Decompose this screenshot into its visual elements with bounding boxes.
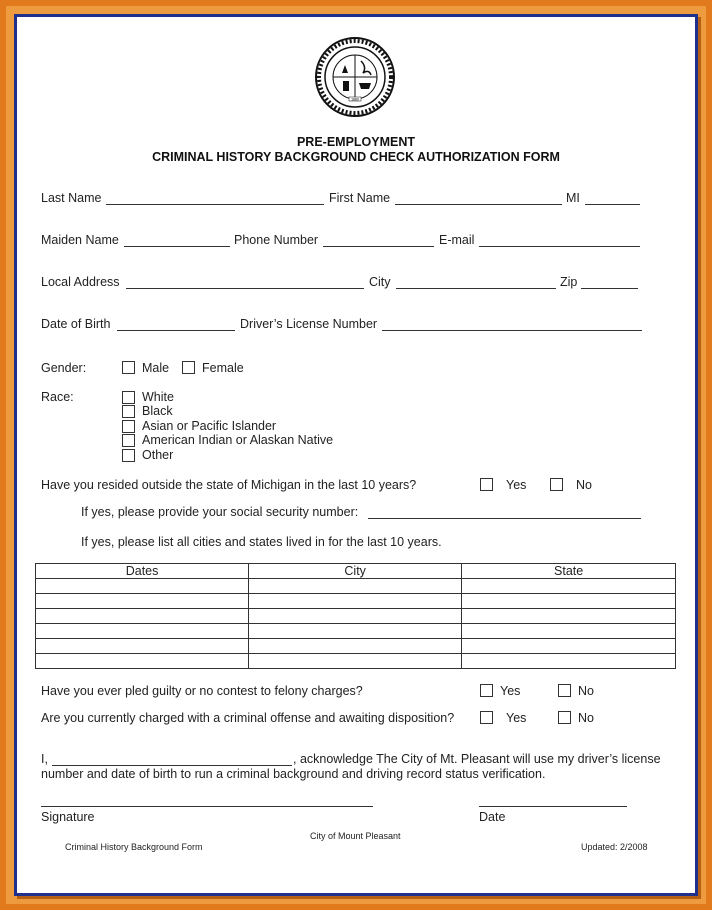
form-title-line1: PRE-EMPLOYMENT: [296, 135, 416, 149]
table-row: [36, 639, 676, 654]
charged-yes-label: Yes: [506, 711, 527, 725]
footer-left: Criminal History Background Form: [65, 842, 203, 852]
local-address-label: Local Address: [41, 275, 120, 289]
race-other-label: Other: [142, 448, 174, 462]
drivers-license-label: Driver’s License Number: [240, 317, 378, 331]
table-cell[interactable]: [462, 609, 676, 624]
seal-year: 1889: [351, 97, 359, 102]
mi-field[interactable]: [585, 204, 640, 205]
date-of-birth-label: Date of Birth: [41, 317, 111, 331]
gender-female-checkbox[interactable]: [182, 361, 195, 374]
date-of-birth-field[interactable]: [117, 330, 235, 331]
table-cell[interactable]: [462, 654, 676, 669]
ssn-field[interactable]: [368, 518, 641, 519]
mi-label: MI: [566, 191, 580, 205]
acknowledgment-prefix: I,: [41, 752, 48, 766]
first-name-label: First Name: [329, 191, 391, 205]
gender-label: Gender:: [41, 361, 87, 375]
race-black-checkbox[interactable]: [122, 405, 135, 418]
residency-no-label: No: [576, 478, 592, 492]
col-dates: Dates: [36, 564, 249, 579]
table-cell[interactable]: [462, 624, 676, 639]
last-name-field[interactable]: [106, 204, 324, 205]
charged-no-checkbox[interactable]: [558, 711, 571, 724]
table-row: [36, 609, 676, 624]
cities-list-prompt: If yes, please list all cities and states lived in for the last 10 years.: [81, 535, 442, 549]
table-cell[interactable]: [249, 639, 462, 654]
table-cell[interactable]: [249, 654, 462, 669]
table-cell[interactable]: [249, 579, 462, 594]
table-row: [36, 579, 676, 594]
maiden-name-label: Maiden Name: [41, 233, 119, 247]
felony-question: Have you ever pled guilty or no contest to felony charges?: [41, 684, 363, 698]
table-cell[interactable]: [36, 579, 249, 594]
zip-label: Zip: [560, 275, 578, 289]
race-label: Race:: [41, 390, 74, 404]
acknowledgment-name-field[interactable]: [52, 765, 292, 766]
phone-number-label: Phone Number: [234, 233, 319, 247]
table-cell[interactable]: [462, 639, 676, 654]
table-cell[interactable]: [462, 579, 676, 594]
local-address-field[interactable]: [126, 288, 364, 289]
felony-yes-label: Yes: [500, 684, 521, 698]
race-black-label: Black: [142, 404, 173, 418]
date-label: Date: [479, 810, 506, 824]
col-city: City: [249, 564, 462, 579]
email-label: E-mail: [439, 233, 475, 247]
race-other-checkbox[interactable]: [122, 449, 135, 462]
signature-label: Signature: [41, 810, 95, 824]
race-native-checkbox[interactable]: [122, 434, 135, 447]
residency-yes-label: Yes: [506, 478, 527, 492]
table-row: [36, 594, 676, 609]
charged-no-label: No: [578, 711, 594, 725]
gender-female-label: Female: [202, 361, 244, 375]
footer-right: Updated: 2/2008: [581, 842, 648, 852]
felony-yes-checkbox[interactable]: [480, 684, 493, 697]
race-white-checkbox[interactable]: [122, 391, 135, 404]
maiden-name-field[interactable]: [124, 246, 230, 247]
footer-center: City of Mount Pleasant: [310, 831, 401, 841]
table-row: [36, 654, 676, 669]
acknowledgment-text-line2: number and date of birth to run a criminal background and driving record status verification.: [41, 767, 546, 781]
residence-history-table: [35, 563, 676, 669]
table-cell[interactable]: [36, 639, 249, 654]
felony-no-label: No: [578, 684, 594, 698]
gender-male-label: Male: [142, 361, 170, 375]
email-field[interactable]: [479, 246, 640, 247]
city-field[interactable]: [396, 288, 556, 289]
race-asian-checkbox[interactable]: [122, 420, 135, 433]
drivers-license-field[interactable]: [382, 330, 642, 331]
table-cell[interactable]: [249, 609, 462, 624]
table-cell[interactable]: [249, 624, 462, 639]
table-cell[interactable]: [36, 609, 249, 624]
table-cell[interactable]: [36, 624, 249, 639]
city-seal-logo: [315, 37, 395, 117]
race-asian-label: Asian or Pacific Islander: [142, 419, 277, 433]
race-white-label: White: [142, 390, 174, 404]
table-cell[interactable]: [462, 594, 676, 609]
residency-no-checkbox[interactable]: [550, 478, 563, 491]
residency-question: Have you resided outside the state of Michigan in the last 10 years?: [41, 478, 417, 492]
table-cell[interactable]: [249, 594, 462, 609]
table-cell[interactable]: [36, 594, 249, 609]
signature-line[interactable]: [41, 806, 373, 807]
form-title-line2: CRIMINAL HISTORY BACKGROUND CHECK AUTHORIZATION FORM: [152, 150, 560, 164]
last-name-label: Last Name: [41, 191, 102, 205]
race-native-label: American Indian or Alaskan Native: [142, 433, 334, 447]
table-row: [36, 624, 676, 639]
felony-no-checkbox[interactable]: [558, 684, 571, 697]
acknowledgment-text-line1: , acknowledge The City of Mt. Pleasant will use my driver’s license: [293, 752, 661, 766]
residency-yes-checkbox[interactable]: [480, 478, 493, 491]
charged-question: Are you currently charged with a criminal offense and awaiting disposition?: [41, 711, 455, 725]
city-label: City: [369, 275, 391, 289]
ssn-prompt: If yes, please provide your social security number:: [81, 505, 359, 519]
first-name-field[interactable]: [395, 204, 562, 205]
date-line[interactable]: [479, 806, 627, 807]
gender-male-checkbox[interactable]: [122, 361, 135, 374]
phone-number-field[interactable]: [323, 246, 434, 247]
charged-yes-checkbox[interactable]: [480, 711, 493, 724]
col-state: State: [462, 564, 676, 579]
zip-field[interactable]: [581, 288, 638, 289]
table-cell[interactable]: [36, 654, 249, 669]
